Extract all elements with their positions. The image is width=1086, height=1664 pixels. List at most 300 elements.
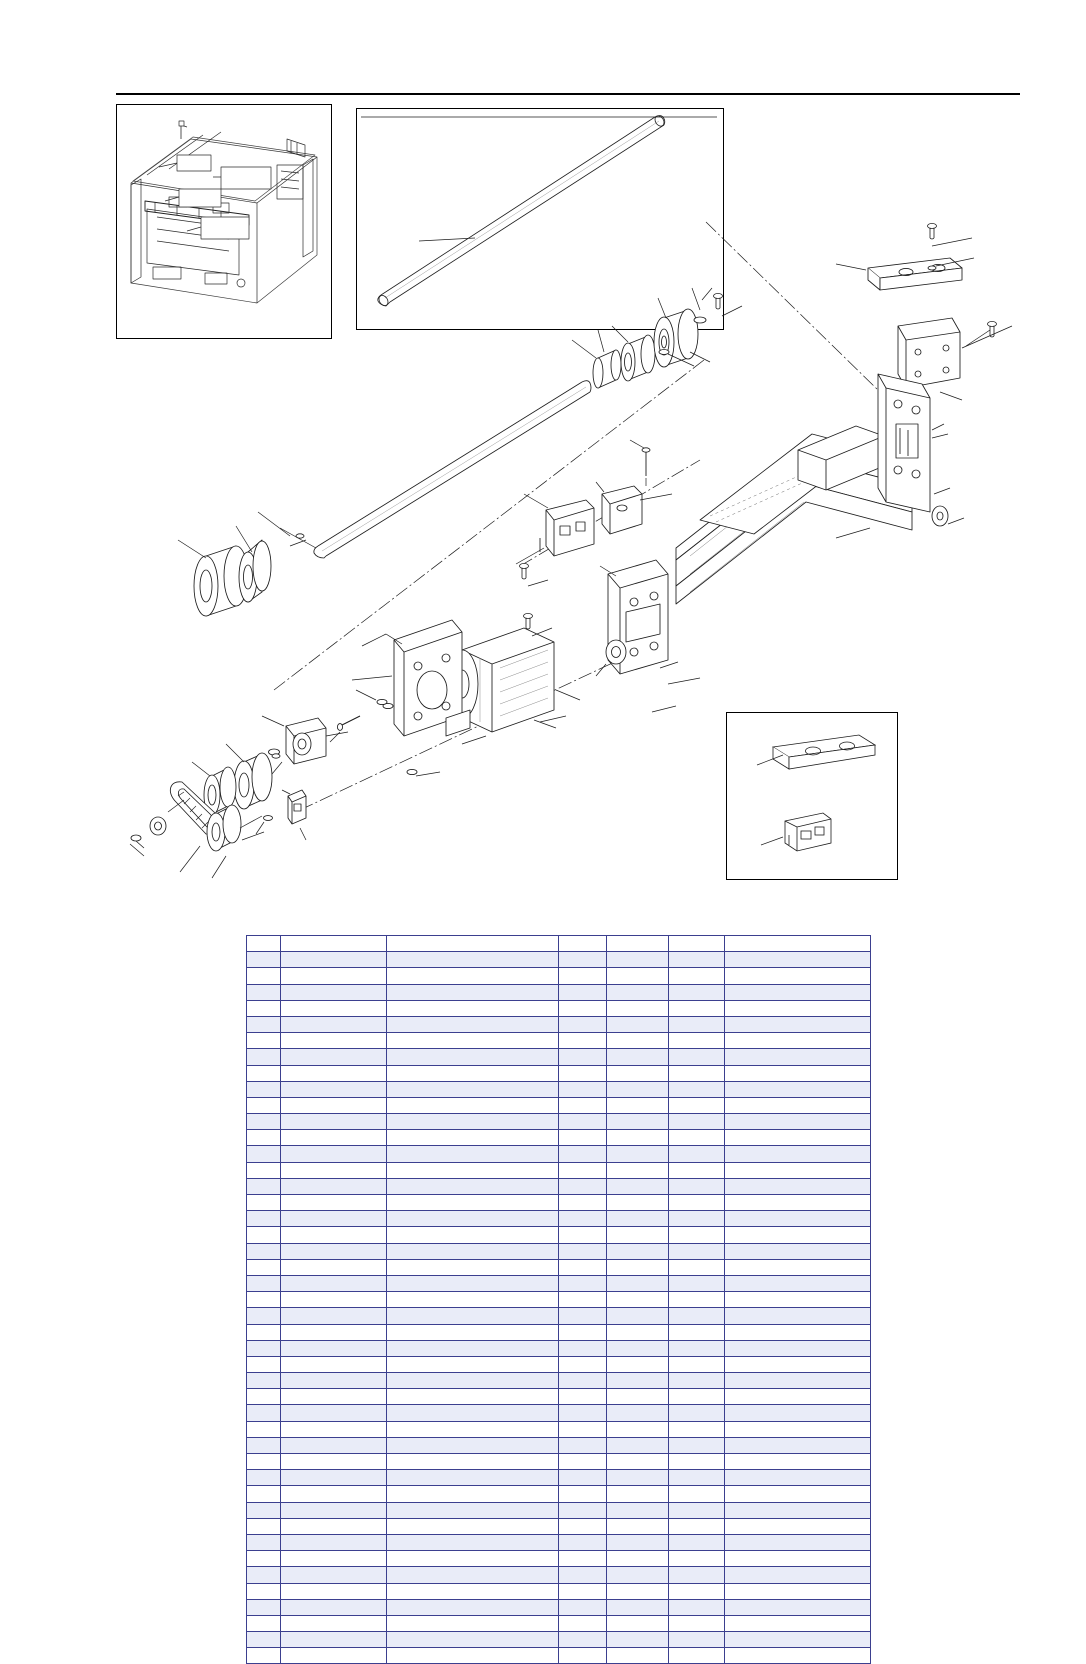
- table-cell: [669, 1502, 725, 1518]
- table-cell: [387, 1470, 559, 1486]
- table-cell: [247, 1065, 281, 1081]
- table-cell: [725, 1534, 871, 1550]
- table-cell: [247, 1033, 281, 1049]
- table-cell: [281, 1599, 387, 1615]
- table-cell: [607, 1275, 669, 1291]
- table-cell: [725, 1567, 871, 1583]
- table-cell: [387, 1389, 559, 1405]
- table-cell: [281, 1033, 387, 1049]
- table-row: [247, 1615, 871, 1631]
- table-row: [247, 1470, 871, 1486]
- table-cell: [607, 1356, 669, 1372]
- table-cell: [247, 1243, 281, 1259]
- table-cell: [669, 1486, 725, 1502]
- table-cell: [247, 1097, 281, 1113]
- table-cell: [281, 1632, 387, 1648]
- table-cell: [607, 1421, 669, 1437]
- table-cell: [281, 1195, 387, 1211]
- table-row: [247, 968, 871, 984]
- table-cell: [559, 1470, 607, 1486]
- table-cell: [725, 1259, 871, 1275]
- table-cell: [607, 1097, 669, 1113]
- table-cell: [247, 1567, 281, 1583]
- table-cell: [725, 1421, 871, 1437]
- table-cell: [607, 1389, 669, 1405]
- table-cell: [281, 1275, 387, 1291]
- table-cell: [559, 1178, 607, 1194]
- table-cell: [281, 1421, 387, 1437]
- table-cell: [725, 1243, 871, 1259]
- table-cell: [281, 1356, 387, 1372]
- table-cell: [281, 984, 387, 1000]
- table-cell: [247, 1324, 281, 1340]
- table-cell: [559, 1065, 607, 1081]
- table-cell: [559, 1227, 607, 1243]
- table-cell: [607, 1146, 669, 1162]
- table-row: [247, 1065, 871, 1081]
- table-cell: [669, 936, 725, 952]
- table-cell: [559, 1632, 607, 1648]
- table-cell: [387, 1648, 559, 1664]
- table-cell: [559, 1308, 607, 1324]
- table-cell: [559, 1437, 607, 1453]
- table-cell: [281, 1114, 387, 1130]
- table-cell: [559, 1534, 607, 1550]
- table-cell: [387, 1033, 559, 1049]
- table-cell: [669, 1534, 725, 1550]
- table-cell: [669, 1421, 725, 1437]
- table-row: [247, 1292, 871, 1308]
- table-cell: [725, 1065, 871, 1081]
- table-cell: [559, 1405, 607, 1421]
- table-cell: [247, 952, 281, 968]
- table-cell: [247, 1486, 281, 1502]
- table-row: [247, 952, 871, 968]
- table-cell: [607, 1599, 669, 1615]
- table-cell: [669, 1243, 725, 1259]
- table-cell: [247, 1292, 281, 1308]
- table-row: [247, 1454, 871, 1470]
- table-cell: [725, 1437, 871, 1453]
- table-cell: [559, 1421, 607, 1437]
- table-cell: [559, 1599, 607, 1615]
- table-cell: [281, 1405, 387, 1421]
- table-cell: [247, 984, 281, 1000]
- table-cell: [247, 1599, 281, 1615]
- table-cell: [669, 1324, 725, 1340]
- table-cell: [725, 1648, 871, 1664]
- table-cell: [247, 968, 281, 984]
- table-cell: [247, 1583, 281, 1599]
- table-cell: [607, 1486, 669, 1502]
- table-cell: [725, 1195, 871, 1211]
- table-cell: [559, 1518, 607, 1534]
- table-cell: [559, 1259, 607, 1275]
- table-cell: [607, 1632, 669, 1648]
- table-cell: [607, 1340, 669, 1356]
- table-cell: [387, 1130, 559, 1146]
- table-cell: [247, 1373, 281, 1389]
- table-cell: [387, 1292, 559, 1308]
- table-cell: [247, 1648, 281, 1664]
- table-cell: [669, 1583, 725, 1599]
- table-cell: [607, 936, 669, 952]
- table-cell: [387, 1421, 559, 1437]
- table-cell: [247, 1502, 281, 1518]
- table-cell: [669, 1049, 725, 1065]
- table-cell: [247, 1130, 281, 1146]
- table-cell: [669, 1454, 725, 1470]
- table-cell: [387, 1243, 559, 1259]
- table-cell: [607, 968, 669, 984]
- table-cell: [559, 1000, 607, 1016]
- table-row: [247, 1033, 871, 1049]
- table-row: [247, 1437, 871, 1453]
- table-cell: [669, 1211, 725, 1227]
- table-cell: [559, 1356, 607, 1372]
- table-row: [247, 1049, 871, 1065]
- table-cell: [247, 1518, 281, 1534]
- table-cell: [725, 1340, 871, 1356]
- table-cell: [607, 1065, 669, 1081]
- table-cell: [559, 984, 607, 1000]
- table-cell: [281, 1049, 387, 1065]
- table-cell: [607, 1033, 669, 1049]
- table-cell: [387, 1275, 559, 1291]
- table-cell: [387, 1632, 559, 1648]
- table-cell: [607, 1130, 669, 1146]
- table-cell: [607, 1243, 669, 1259]
- table-cell: [725, 1615, 871, 1631]
- table-cell: [607, 1195, 669, 1211]
- table-cell: [247, 1049, 281, 1065]
- table-row: [247, 1324, 871, 1340]
- table-cell: [247, 1615, 281, 1631]
- table-cell: [247, 1081, 281, 1097]
- table-cell: [559, 1389, 607, 1405]
- table-cell: [281, 1178, 387, 1194]
- table-cell: [387, 1259, 559, 1275]
- table-cell: [669, 952, 725, 968]
- table-row: [247, 1486, 871, 1502]
- table-row: [247, 1373, 871, 1389]
- table-cell: [725, 984, 871, 1000]
- parts-table-wrapper: [246, 935, 870, 1664]
- table-cell: [607, 1308, 669, 1324]
- table-cell: [669, 1551, 725, 1567]
- table-cell: [725, 1016, 871, 1032]
- table-row: [247, 1081, 871, 1097]
- table-cell: [387, 1227, 559, 1243]
- table-cell: [559, 1195, 607, 1211]
- table-cell: [247, 1259, 281, 1275]
- table-row: [247, 1162, 871, 1178]
- table-cell: [725, 1324, 871, 1340]
- table-row: [247, 1146, 871, 1162]
- table-cell: [607, 1534, 669, 1550]
- table-cell: [725, 1227, 871, 1243]
- table-cell: [669, 1033, 725, 1049]
- table-cell: [669, 1016, 725, 1032]
- table-cell: [607, 1470, 669, 1486]
- table-cell: [387, 1097, 559, 1113]
- table-cell: [669, 968, 725, 984]
- table-cell: [607, 1567, 669, 1583]
- table-row: [247, 1356, 871, 1372]
- table-cell: [725, 1146, 871, 1162]
- table-cell: [725, 1518, 871, 1534]
- table-cell: [387, 1405, 559, 1421]
- table-cell: [607, 1437, 669, 1453]
- table-cell: [725, 1162, 871, 1178]
- table-cell: [725, 1130, 871, 1146]
- table-cell: [247, 1551, 281, 1567]
- table-cell: [281, 1324, 387, 1340]
- table-row: [247, 1534, 871, 1550]
- table-cell: [387, 1211, 559, 1227]
- table-cell: [559, 1373, 607, 1389]
- table-cell: [725, 1502, 871, 1518]
- table-cell: [607, 1000, 669, 1016]
- table-cell: [247, 1437, 281, 1453]
- table-cell: [281, 1097, 387, 1113]
- table-cell: [725, 1373, 871, 1389]
- table-cell: [607, 1227, 669, 1243]
- table-cell: [669, 1340, 725, 1356]
- table-cell: [247, 1195, 281, 1211]
- table-cell: [247, 1356, 281, 1372]
- table-cell: [387, 1373, 559, 1389]
- table-cell: [247, 1534, 281, 1550]
- table-row: [247, 1227, 871, 1243]
- table-cell: [559, 1486, 607, 1502]
- table-cell: [559, 1033, 607, 1049]
- table-cell: [387, 1437, 559, 1453]
- table-cell: [281, 1486, 387, 1502]
- table-cell: [725, 1356, 871, 1372]
- table-cell: [559, 1324, 607, 1340]
- table-cell: [725, 1599, 871, 1615]
- table-cell: [281, 952, 387, 968]
- table-row: [247, 1195, 871, 1211]
- table-cell: [247, 1211, 281, 1227]
- table-cell: [725, 1178, 871, 1194]
- table-cell: [247, 1405, 281, 1421]
- table-cell: [387, 968, 559, 984]
- table-cell: [669, 1567, 725, 1583]
- table-cell: [669, 1227, 725, 1243]
- table-cell: [387, 1195, 559, 1211]
- table-cell: [669, 1081, 725, 1097]
- table-row: [247, 1275, 871, 1291]
- table-row: [247, 936, 871, 952]
- table-cell: [387, 1162, 559, 1178]
- table-row: [247, 1583, 871, 1599]
- table-cell: [725, 1583, 871, 1599]
- table-cell: [247, 1162, 281, 1178]
- table-row: [247, 1405, 871, 1421]
- table-row: [247, 1599, 871, 1615]
- table-row: [247, 1518, 871, 1534]
- table-cell: [559, 1454, 607, 1470]
- table-cell: [669, 1178, 725, 1194]
- table-cell: [281, 1340, 387, 1356]
- table-cell: [607, 1114, 669, 1130]
- table-row: [247, 1114, 871, 1130]
- table-row: [247, 1648, 871, 1664]
- table-cell: [725, 1049, 871, 1065]
- table-cell: [281, 1502, 387, 1518]
- table-cell: [607, 1454, 669, 1470]
- table-cell: [669, 1599, 725, 1615]
- table-cell: [559, 968, 607, 984]
- table-cell: [725, 1097, 871, 1113]
- table-row: [247, 1421, 871, 1437]
- table-cell: [607, 1162, 669, 1178]
- table-cell: [607, 1324, 669, 1340]
- table-cell: [669, 984, 725, 1000]
- table-cell: [669, 1518, 725, 1534]
- table-cell: [559, 1567, 607, 1583]
- table-cell: [559, 952, 607, 968]
- table-cell: [607, 1615, 669, 1631]
- table-cell: [247, 1114, 281, 1130]
- table-cell: [387, 1567, 559, 1583]
- table-cell: [669, 1356, 725, 1372]
- table-row: [247, 1632, 871, 1648]
- table-cell: [559, 1049, 607, 1065]
- table-cell: [669, 1114, 725, 1130]
- table-row: [247, 1567, 871, 1583]
- table-cell: [669, 1259, 725, 1275]
- table-cell: [669, 1130, 725, 1146]
- table-row: [247, 1097, 871, 1113]
- table-cell: [387, 1502, 559, 1518]
- table-cell: [725, 1114, 871, 1130]
- table-cell: [559, 1615, 607, 1631]
- table-cell: [669, 1000, 725, 1016]
- table-cell: [281, 1389, 387, 1405]
- parts-table-body: [247, 936, 871, 1664]
- table-cell: [725, 1275, 871, 1291]
- table-cell: [559, 1130, 607, 1146]
- table-cell: [669, 1470, 725, 1486]
- table-cell: [559, 1340, 607, 1356]
- table-cell: [281, 1243, 387, 1259]
- table-cell: [281, 1615, 387, 1631]
- table-cell: [387, 1615, 559, 1631]
- table-cell: [607, 1405, 669, 1421]
- table-cell: [669, 1632, 725, 1648]
- table-cell: [281, 1146, 387, 1162]
- table-cell: [247, 1275, 281, 1291]
- table-cell: [281, 1518, 387, 1534]
- table-cell: [607, 1373, 669, 1389]
- table-cell: [669, 1195, 725, 1211]
- table-cell: [725, 936, 871, 952]
- table-cell: [725, 1292, 871, 1308]
- table-cell: [725, 952, 871, 968]
- table-cell: [725, 968, 871, 984]
- table-cell: [725, 1033, 871, 1049]
- table-cell: [607, 1551, 669, 1567]
- table-cell: [247, 1340, 281, 1356]
- table-cell: [607, 1049, 669, 1065]
- table-cell: [669, 1292, 725, 1308]
- table-row: [247, 1502, 871, 1518]
- table-cell: [281, 936, 387, 952]
- table-cell: [725, 1551, 871, 1567]
- table-row: [247, 1308, 871, 1324]
- table-cell: [281, 1551, 387, 1567]
- table-cell: [559, 1211, 607, 1227]
- table-cell: [669, 1648, 725, 1664]
- table-cell: [607, 1583, 669, 1599]
- table-cell: [247, 1178, 281, 1194]
- table-cell: [281, 1065, 387, 1081]
- table-cell: [387, 1324, 559, 1340]
- table-cell: [281, 1259, 387, 1275]
- table-cell: [725, 1470, 871, 1486]
- table-cell: [607, 1502, 669, 1518]
- table-cell: [387, 1583, 559, 1599]
- table-cell: [387, 1114, 559, 1130]
- table-cell: [669, 1308, 725, 1324]
- table-cell: [247, 1389, 281, 1405]
- table-cell: [387, 1065, 559, 1081]
- table-cell: [669, 1373, 725, 1389]
- table-cell: [559, 1551, 607, 1567]
- table-cell: [281, 1567, 387, 1583]
- table-cell: [281, 1308, 387, 1324]
- table-cell: [725, 1486, 871, 1502]
- table-cell: [247, 1470, 281, 1486]
- table-cell: [607, 984, 669, 1000]
- table-cell: [669, 1097, 725, 1113]
- table-cell: [247, 936, 281, 952]
- table-cell: [247, 1308, 281, 1324]
- table-row: [247, 1259, 871, 1275]
- table-cell: [387, 1146, 559, 1162]
- table-cell: [607, 1178, 669, 1194]
- table-cell: [559, 1146, 607, 1162]
- table-cell: [607, 1016, 669, 1032]
- table-cell: [247, 1421, 281, 1437]
- table-cell: [387, 1454, 559, 1470]
- table-cell: [281, 1583, 387, 1599]
- table-cell: [725, 1000, 871, 1016]
- table-cell: [607, 1292, 669, 1308]
- table-row: [247, 1389, 871, 1405]
- table-cell: [387, 1178, 559, 1194]
- table-cell: [725, 1632, 871, 1648]
- table-cell: [281, 1648, 387, 1664]
- table-cell: [725, 1081, 871, 1097]
- table-cell: [387, 1016, 559, 1032]
- table-cell: [247, 1146, 281, 1162]
- table-row: [247, 1211, 871, 1227]
- table-cell: [281, 1162, 387, 1178]
- table-cell: [725, 1308, 871, 1324]
- table-cell: [559, 1583, 607, 1599]
- table-cell: [669, 1389, 725, 1405]
- table-cell: [247, 1016, 281, 1032]
- table-cell: [387, 1081, 559, 1097]
- table-cell: [607, 952, 669, 968]
- table-cell: [281, 1000, 387, 1016]
- table-cell: [669, 1065, 725, 1081]
- table-cell: [559, 1243, 607, 1259]
